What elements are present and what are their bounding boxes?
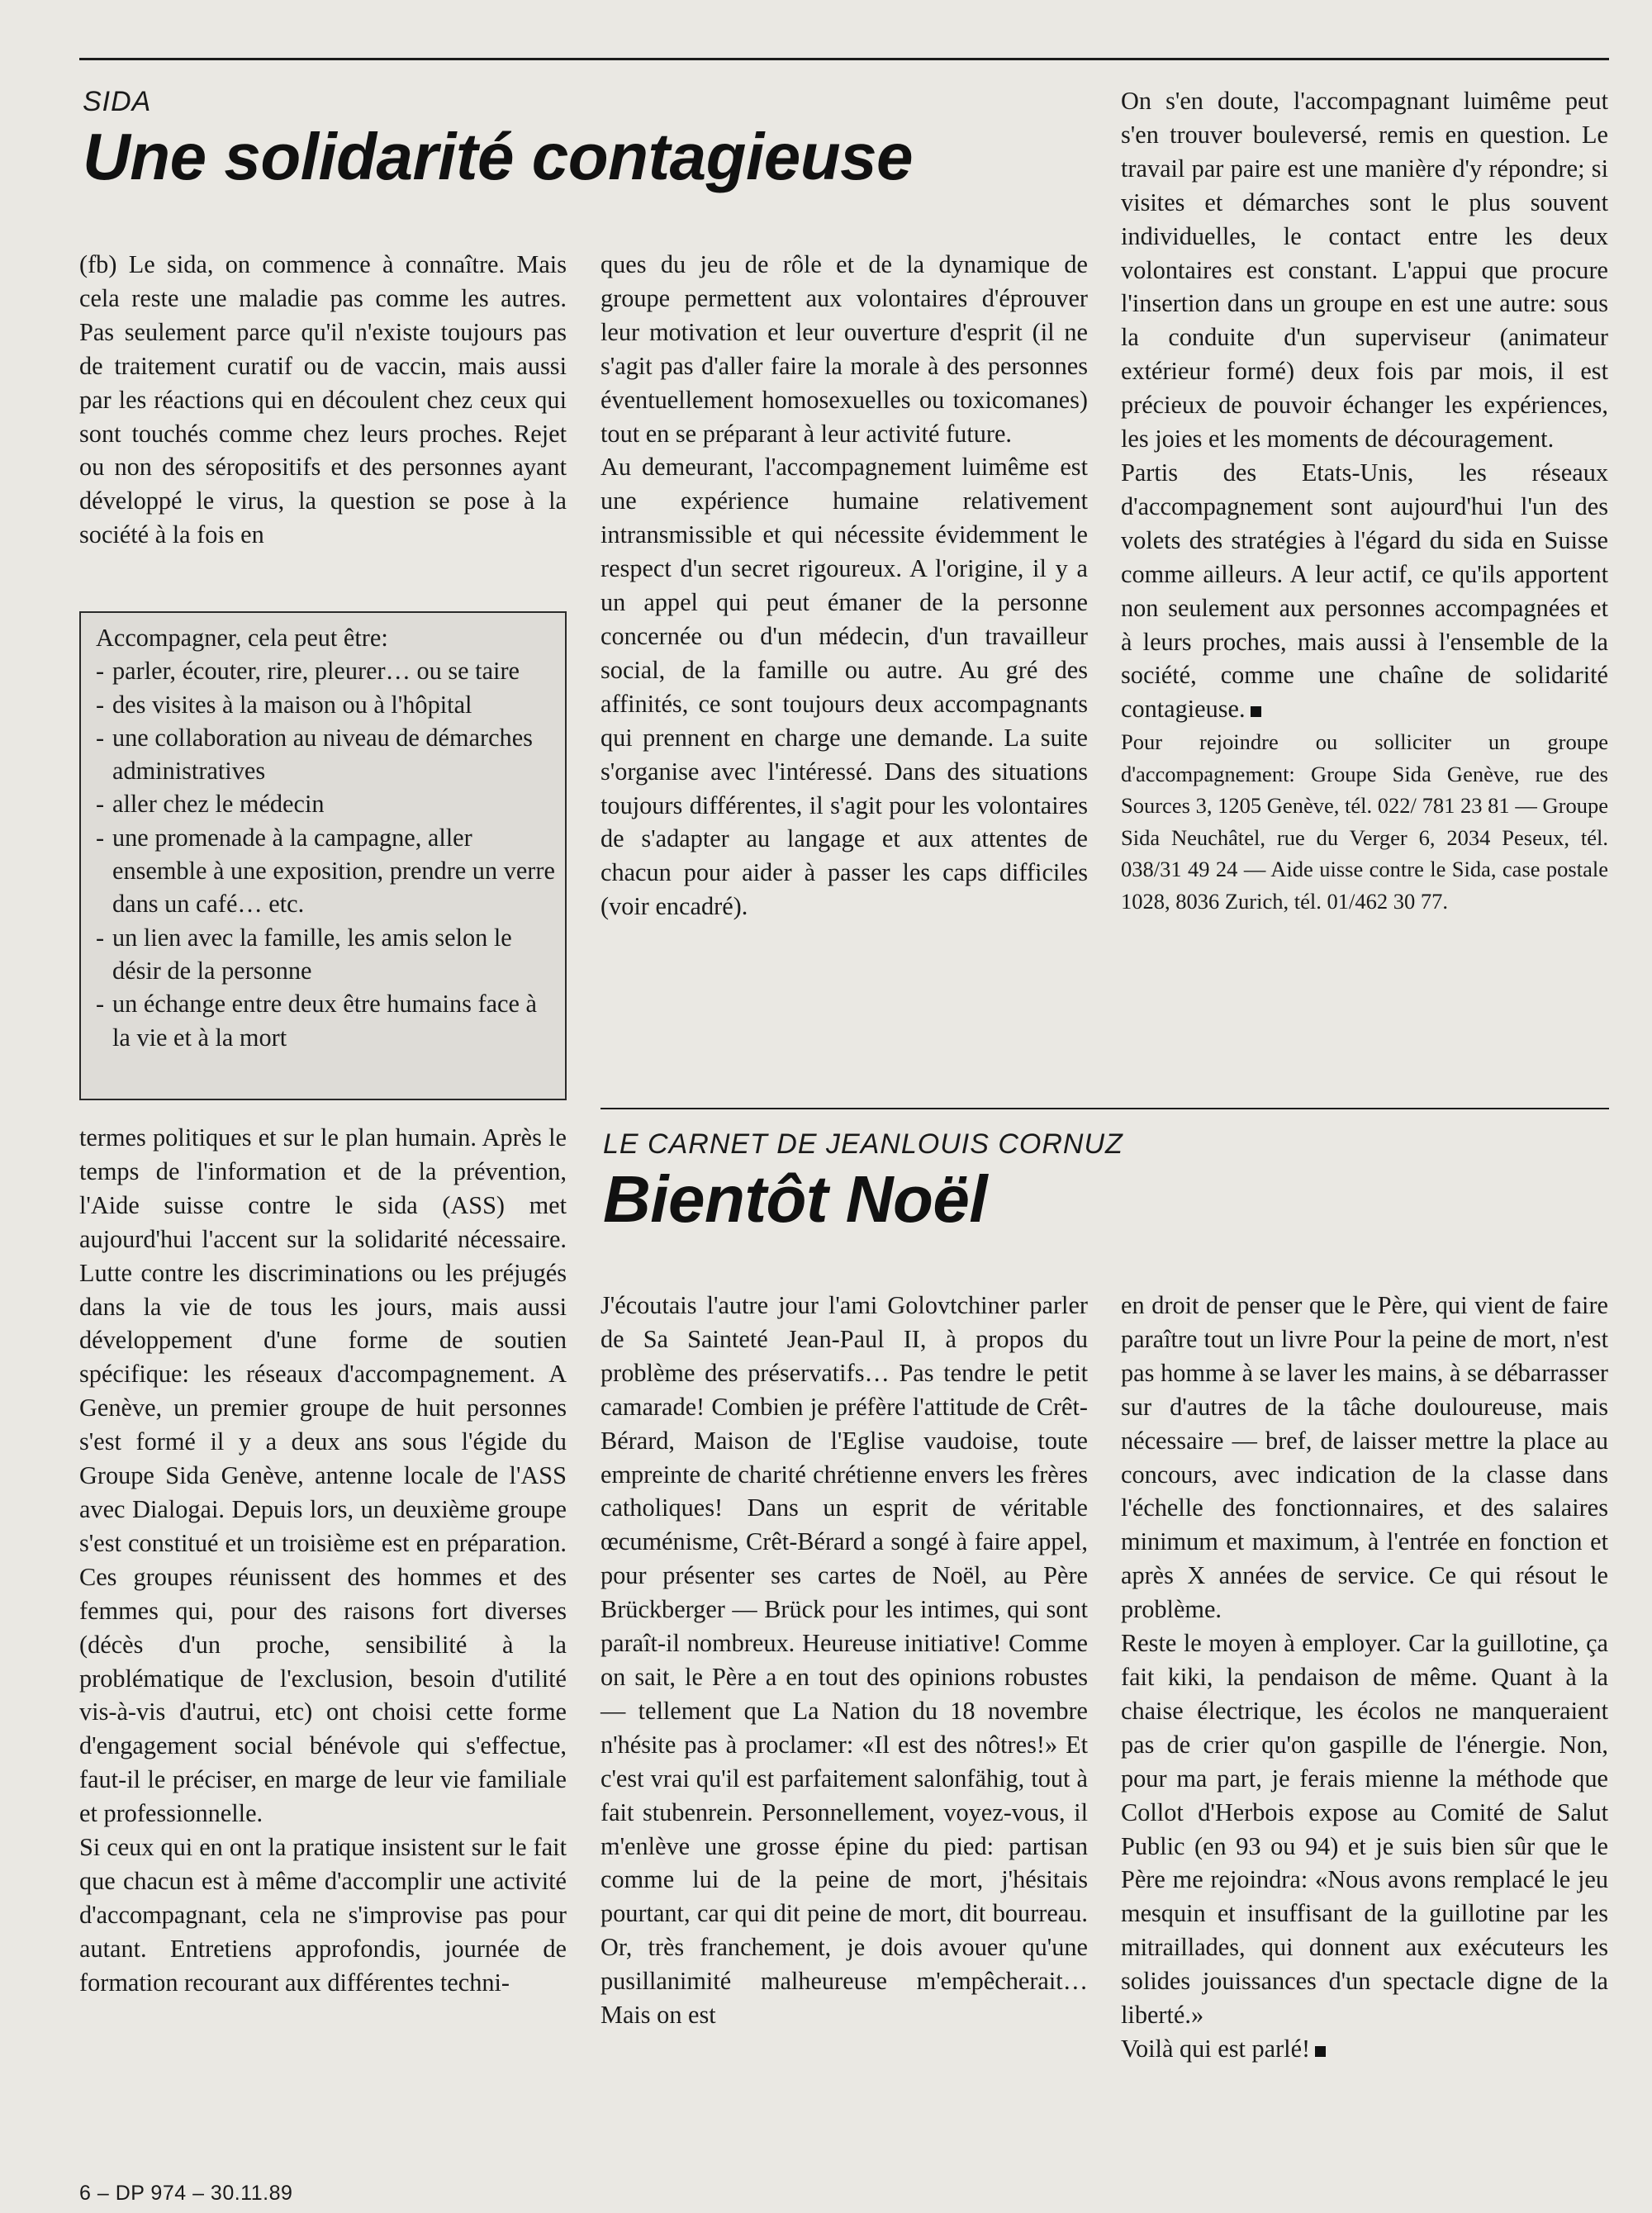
- end-mark-icon: [1315, 2046, 1326, 2057]
- sidebar-box: [79, 611, 567, 1100]
- noel-closing-text: Voilà qui est parlé!: [1121, 2034, 1311, 2063]
- sida-title: Une solidarité contagieuse: [83, 120, 914, 193]
- noel-paragraph: Reste le moyen à employer. Car la guillotine, ça fait kiki, la pendaison de même. Quant à la chaise électrique, les écolos ne manqueraient pas de crier qu'on gaspille de l'énergie. Non, pour ma part, je ferais mienne la méthode que Collot d'Herbois expose au Comité de Salut Public (en 93 ou 94) et je suis bien sûr que le Père me rejoindra: «Nous avons remplacé le jeu mesquin et insuffisant de la guillotine par les mitraillades, qui donnent aux exécuteurs les solides jouissances d'un spectacle digne de la liberté.»: [1121, 1629, 1608, 2030]
- sida-paragraph-text: Partis des Etats-Unis, les réseaux d'accompagnement sont aujourd'hui l'un des volets des stratégies à l'égard du sida en Suisse comme ailleurs. A leur actif, ce qu'ils apportent non seulement aux personnes accompagnées et à leurs proches, mais aussi à l'ensemble de la société, comme une chaîne de solidarité contagieuse.: [1121, 458, 1608, 724]
- sida-kicker: SIDA: [83, 86, 152, 117]
- noel-title: Bientôt Noël: [603, 1162, 988, 1236]
- sidebar-list-item: - un échange entre deux être humains face à la vie et à la mort: [96, 987, 555, 1054]
- noel-paragraph: [1121, 2032, 1608, 2066]
- sida-paragraph: Au demeurant, l'accompagnement luimême est une expérience humaine relativement intransmissible et qui nécessite évidemment le respect d'un secret rigoureux. A l'origine, il y a un appel qui peut émaner de la personne concernée ou d'un médecin, d'un travailleur social, de la famille ou autre. Au gré des affinités, ce sont toujours deux accompagnants qui prennent en charge une demande. La suite s'organise avec l'intéressé. Dans des situations toujours différentes, il s'agit pour les volontaires de s'adapter au langage et aux attentes de chacun pour aider à passer les caps difficiles (voir encadré).: [601, 453, 1088, 921]
- sida-contact-note: Pour rejoindre ou solliciter un groupe d'accompagnement: Groupe Sida Genève, rue des Sources 3, 1205 Genève, tél. 022/ 781 23 81 — Groupe Sida Neuchâtel, rue du Verger 6, 2034 Peseux, tél. 038/31 49 24 — Aide uisse contre le Sida, case postale 1028, 8036 Zurich, tél. 01/462 30 77.: [1121, 729, 1608, 914]
- sida-paragraph: termes politiques et sur le plan humain. Après le temps de l'information et de la prévention, l'Aide suisse contre le sida (ASS) met aujourd'hui l'accent sur la solidarité nécessaire. Lutte contre les discriminations ou les préjugés dans la vie de tous les jours, mais aussi développement d'une forme de soutien spécifique: les réseaux d'accompagnement. A Genève, un premier groupe de huit personnes s'est formé il y a deux ans sous l'égide du Groupe Sida Genève, antenne locale de l'ASS avec Dialogai. Depuis lors, un deuxième groupe s'est constitué et un troisième est en préparation. Ces groupes réunissent des hommes et des femmes qui, pour des raisons fort diverses (décès d'un proche, sensibilité à la problématique de l'exclusion, besoin d'utilité vis-à-vis d'autrui, etc) ont choisi cette forme d'engagement social bénévole qui s'effectue, faut-il le préciser, en marge de leur vie familiale et professionnelle.: [79, 1123, 567, 1828]
- sida-column-3: [1121, 84, 1608, 917]
- noel-column-2: [601, 1289, 1088, 2032]
- section-rule: [601, 1108, 1609, 1109]
- sida-lead-paragraph: (fb) Le sida, on commence à connaître. Mais cela reste une maladie pas comme les autres. Pas seulement parce qu'il n'existe toujours pas de traitement curatif ou de vaccin, mais aussi par les réactions qui en découlent chez ceux qui sont touchés comme chez leurs proches. Rejet ou non des séropositifs et des personnes ayant développé le virus, la question se pose à la société à la fois en: [79, 250, 567, 549]
- noel-paragraph: en droit de penser que le Père, qui vient de faire paraître tout un livre Pour la peine de mort, n'est pas homme à se laver les mains, à se débarrasser sur d'autres de la tâche douloureuse, mais nécessaire — bref, de laisser mettre la place au concours, avec indication de la classe dans l'échelle des fonctionnaires, et des salaires minimum et maximum, à l'entrée en fonction et après X années de service. Ce qui résout le problème.: [1121, 1291, 1608, 1624]
- sidebar-list: [96, 654, 555, 1054]
- sida-paragraph: Si ceux qui en ont la pratique insistent sur le fait que chacun est à même d'accomplir une activité d'accompagnant, cela ne s'improvise pas pour autant. Entretiens approfondis, journée de formation recourant aux différentes techni-: [79, 1833, 567, 1997]
- sida-paragraph: ques du jeu de rôle et de la dynamique de groupe permettent aux volontaires d'éprouver leur motivation et leur ouverture d'esprit (il ne s'agit pas d'aller faire la morale à des personnes éventuellement homosexuelles ou toxicomanes) tout en se préparant à leur activité future.: [601, 250, 1088, 448]
- sidebar-list-item: - un lien avec la famille, les amis selon le désir de la personne: [96, 921, 555, 988]
- sidebar-list-item: - une collaboration au niveau de démarches administratives: [96, 721, 555, 788]
- top-rule: [79, 58, 1609, 60]
- sidebar-list-item: - des visites à la maison ou à l'hôpital: [96, 688, 555, 721]
- sidebar-intro: Accompagner, cela peut être:: [96, 624, 388, 652]
- noel-column-3: [1121, 1289, 1608, 2066]
- page-footer: 6 – DP 974 – 30.11.89: [79, 2182, 293, 2205]
- sidebar-list-item: - parler, écouter, rire, pleurer… ou se taire: [96, 654, 555, 687]
- noel-paragraph: J'écoutais l'autre jour l'ami Golovtchiner parler de Sa Sainteté Jean-Paul II, à propos du problème des préservatifs… Pas tendre le petit camarade! Combien je préfère l'attitude de Crêt-Bérard, Maison de l'Eglise vaudoise, toute empreinte de charité chrétienne envers les frères catholiques! Dans un esprit de véritable œcuménisme, Crêt-Bérard a songé à faire appel, pour présenter ses cartes de Noël, au Père Brückberger — Brück pour les intimes, qui sont paraît-il nombreux. Heureuse initiative! Comme on sait, le Père a en tout des opinions robustes — tellement que La Nation du 18 novembre n'hésite pas à proclamer: «Il est des nôtres!» Et c'est vrai qu'il est parfaitement salonfähig, tout à fait stubenrein. Personnellement, voyez-vous, il m'enlève une grosse épine du pied: partisan comme lui de la peine de mort, j'hésitais pourtant, car qui dit peine de mort, dit bourreau. Or, très franchement, je dois avouer qu'une pusillanimité malheureuse m'empêcherait… Mais on est: [601, 1291, 1088, 2030]
- sida-column-2: [601, 248, 1088, 924]
- noel-kicker: LE CARNET DE JEANLOUIS CORNUZ: [603, 1128, 1123, 1160]
- sida-column-1-bottom: [79, 1121, 567, 2000]
- sida-paragraph: On s'en doute, l'accompagnant luimême peut s'en trouver bouleversé, remis en question. Le travail par paire est une manière d'y répondre; si visites et démarches sont le plus souvent individuelles, le contact entre les deux volontaires est constant. L'appui que procure l'insertion dans un groupe en est une autre: sous la conduite d'un superviseur (animateur extérieur formé) deux fois par mois, il est précieux de pouvoir échanger les expériences, les joies et les moments de découragement.: [1121, 87, 1608, 454]
- sida-column-1-top: [79, 248, 567, 552]
- sidebar-list-item: - aller chez le médecin: [96, 787, 555, 820]
- end-mark-icon: [1251, 706, 1261, 717]
- sida-paragraph: [1121, 456, 1608, 726]
- sidebar-list-item: - une promenade à la campagne, aller ensemble à une exposition, prendre un verre dans un café… etc.: [96, 821, 555, 921]
